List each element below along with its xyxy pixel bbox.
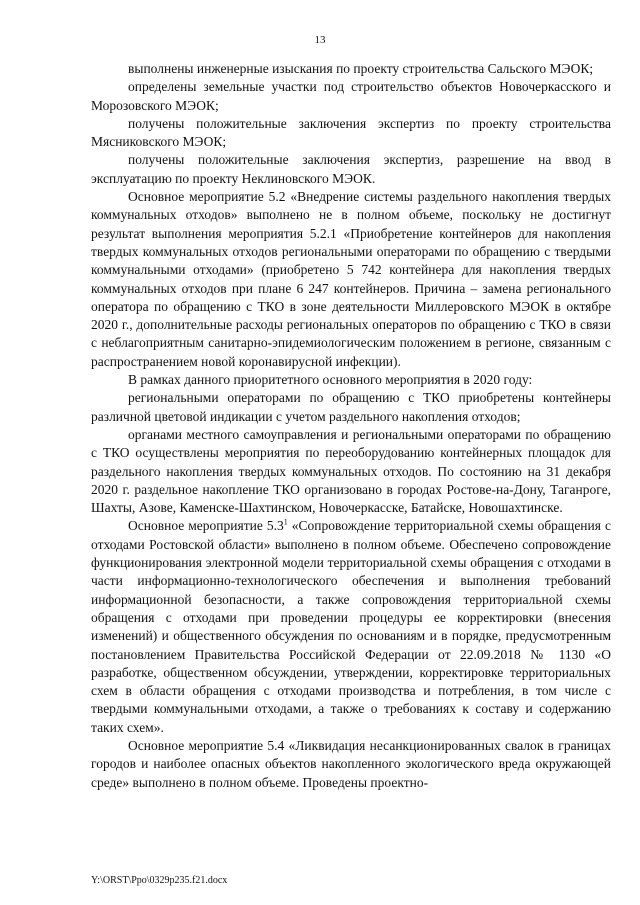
paragraph: определены земельные участки под строительство объектов Новочеркасского и Морозовского МЭОК; [91, 79, 611, 113]
document-body [91, 60, 611, 792]
paragraph: органами местного самоуправления и региональными операторами по обращению с ТКО осуществлены мероприятия по переоборудованию контейнерных площадок для раздельного накопления твердых коммунальных отходов. По состоянию на 31 декабря 2020 г. раздельное накопление ТКО организовано в городах Ростове-на-Дону, Таганроге, Шахты, Азове, Каменске-Шахтинском, Новочеркасске, Батайске, Новошахтинске. [91, 426, 611, 516]
paragraph: Основное мероприятие 5.4 «Ликвидация несанкционированных свалок в границах городов и наиболее опасных объектов накопленного экологического вреда окружающей среде» выполнено в полном объеме. Проведены проектно- [91, 737, 611, 790]
footnote-mark: 1 [283, 517, 288, 527]
paragraph: Основное мероприятие 5.2 «Внедрение системы раздельного накопления твердых коммунальных отходов» выполнено не в полном объеме, поскольку не достигнут результат выполнения мероприятия 5.2.1 «Приобретение контейнеров для накопления твердых коммунальных отходов региональными операторами по обращению с твердыми коммунальными отходами» (приобретено 5 742 контейнера для накопления твердых коммунальных отходов при плане 6 247 контейнеров. Причина – замена регионального оператора по обращению с ТКО в зоне деятельности Миллеровского МЭОК в октябре 2020 г., дополнительные расходы региональных операторов по обращению с ТКО в связи с неблагоприятным санитарно-эпидемиологическим положением в регионе, связанным с распространением новой коронавирусной инфекции). [91, 189, 611, 369]
paragraph: получены положительные заключения экспертиз, разрешение на ввод в эксплуатацию по проекту Неклиновского МЭОК. [91, 152, 611, 186]
footer-file-path: Y:\ORST\Ppo\0329p235.f21.docx [91, 875, 228, 886]
paragraph: региональными операторами по обращению с ТКО приобретены контейнеры различной цветовой индикации с учетом раздельного накопления отходов; [91, 390, 611, 424]
paragraph [91, 517, 611, 737]
paragraph: В рамках данного приоритетного основного мероприятия в 2020 году: [128, 372, 533, 388]
paragraph: выполнены инженерные изыскания по проекту строительства Сальского МЭОК; [128, 61, 594, 76]
paragraph-text: «Сопровождение территориальной схемы обращения с отходами Ростовской области» выполнено в полном объеме. Обеспечено сопровождение функционирования электронной модели территориальной схемы обращения с отходами в части информационно-технологического обеспечения и выполнения требований информационной безопасности, а также сопровождения территориальной схемы обращения с отходами при проведении процедуры ее корректировки (внесения изменений) и общественного обсуждения по основаниям и в порядке, предусмотренным постановлением Правительства Российской Федерации от 22.09.2018 № 1130 «О разработке, общественном обсуждении, утверждении, корректировке территориальных схем в области обращения с отходами производства и потребления, в том числе с твердыми коммунальными отходами, а также о требованиях к составу и содержанию таких схем». [91, 518, 612, 735]
paragraph: получены положительные заключения экспертиз по проекту строительства Мясниковского МЭОК; [91, 115, 611, 150]
page-number: 13 [314, 34, 326, 46]
paragraph-text: Основное мероприятие 5.3 [128, 518, 284, 534]
